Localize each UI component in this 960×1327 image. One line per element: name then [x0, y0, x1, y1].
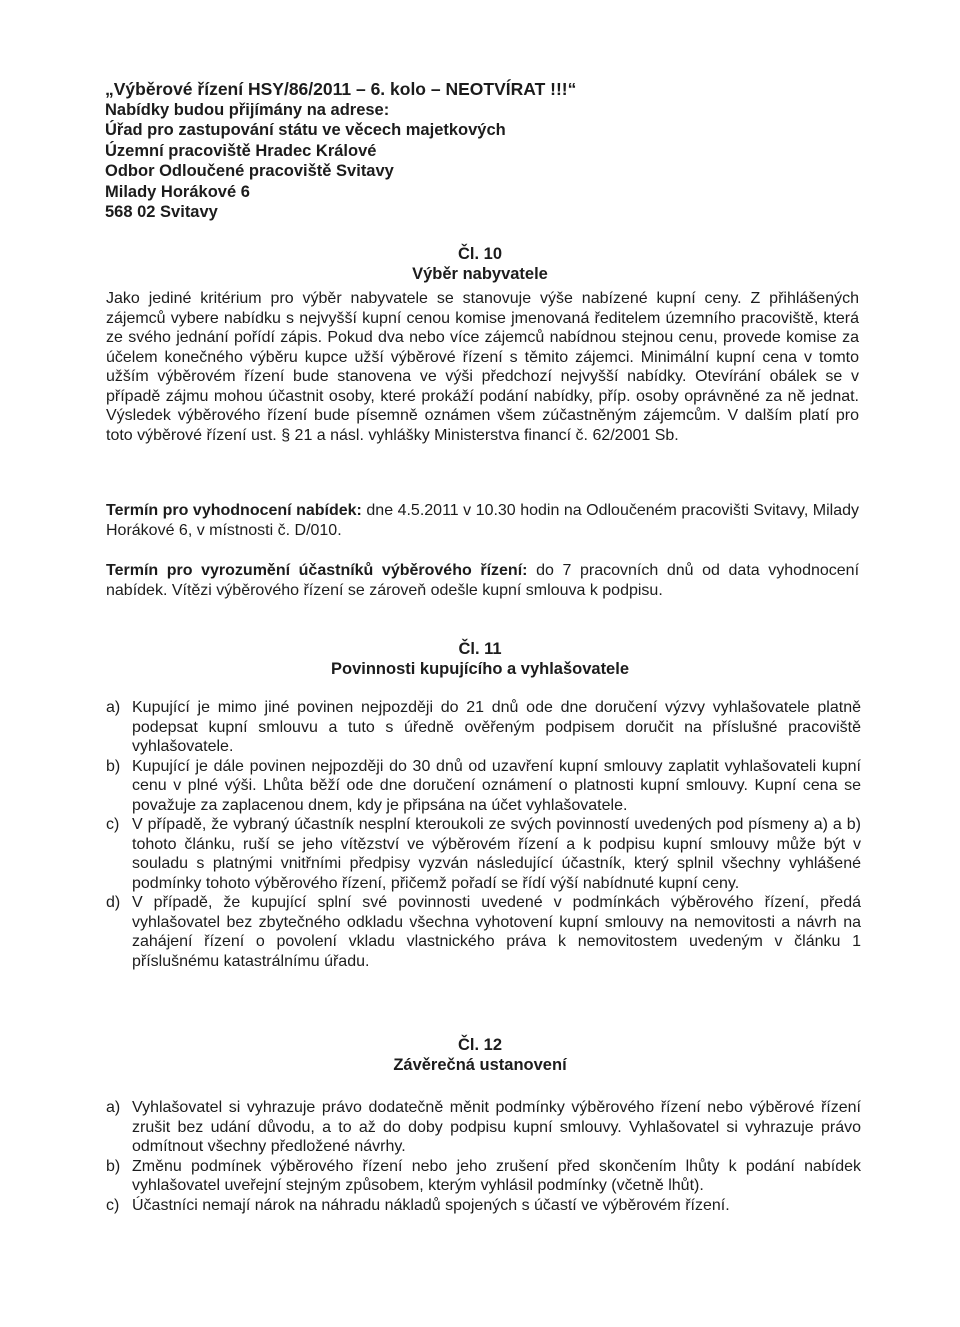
article-11-item-a	[106, 698, 861, 757]
envelope-address-block	[105, 79, 805, 223]
item-marker: d)	[106, 894, 121, 911]
article-11-number: Čl. 11	[458, 640, 502, 658]
article-12-number: Čl. 12	[457, 1036, 503, 1054]
article-10-title: Výběr nabyvatele	[412, 265, 548, 283]
office-name: Úřad pro zastupování státu ve věcech majetkových	[105, 121, 506, 139]
item-marker: c)	[106, 1196, 120, 1214]
article-11-item-b	[106, 757, 861, 816]
notification-deadline-paragraph	[106, 561, 859, 600]
item-text: V případě, že kupující splní své povinnosti uvedené v podmínkách výběrového řízení, předá vyhlašovatel bez zbytečného odkladu všechna vyhotovení kupní smlouvy na nemovitosti a návrh na zahájení řízení o povolení vkladu vlastnického práva k nemovitostem uvedeným v článku 1 příslušnému katastrálnímu úřadu.	[132, 894, 861, 970]
notification-deadline-label: Termín pro vyrozumění účastníků výběrového řízení:	[106, 562, 528, 579]
item-marker: a)	[106, 699, 121, 716]
item-text: V případě, že vybraný účastník nesplní kteroukoli ze svých povinností uvedených pod písmeny a) a b) tohoto článku, ruší se jeho vítězství ve výběrovém řízení a k podpisu kupní smlouvy může být v souladu s platnými vnitřními předpisy vyzván následující účastník, který splnil všechny vyhlášené podmínky tohoto výběrového řízení, přičemž pořadí se řídí výší nabídnuté kupní ceny.	[132, 816, 861, 892]
item-text: Změnu podmínek výběrového řízení nebo jeho zrušení před skončením lhůty k podání nabídek vyhlašovatel uveřejní stejným způsobem, kterým vyhlásil podmínky (včetně lhůt).	[132, 1157, 861, 1194]
item-text: Účastníci nemají nárok na náhradu nákladů spojených s účastí ve výběrovém řízení.	[132, 1196, 730, 1214]
article-11-list	[106, 698, 861, 971]
regional-office: Územní pracoviště Hradec Králové	[105, 141, 377, 160]
tender-title: „Výběrové řízení HSY/86/2011 – 6. kolo – NEOTVÍRAT !!!“	[105, 79, 577, 99]
article-12-title: Závěrečná ustanovení	[393, 1056, 567, 1074]
article-12-item-c	[106, 1196, 861, 1216]
article-12-heading	[0, 1035, 960, 1075]
article-12-item-b	[106, 1157, 861, 1196]
item-marker: a)	[106, 1099, 121, 1116]
article-12-list	[106, 1098, 861, 1215]
article-11-title: Povinnosti kupujícího a vyhlašovatele	[331, 660, 629, 678]
article-11-heading	[0, 639, 960, 679]
notification-deadline-text: do 7 pracovních dnů od data vyhodnocení nabídek. Vítězi výběrového řízení se zároveň odešle kupní smlouva k podpisu.	[106, 562, 860, 599]
postal-code-city: 568 02 Svitavy	[105, 203, 218, 221]
evaluation-deadline-text: dne 4.5.2011 v 10.30 hodin na Odloučeném pracovišti Svitavy, Milady Horákové 6, v místnosti č. D/010.	[106, 502, 859, 539]
evaluation-deadline-paragraph	[106, 501, 859, 540]
item-text: Kupující je dále povinen nejpozději do 30 dnů od uzavření kupní smlouvy zaplatit vyhlašovateli kupní cenu v plné výši. Lhůta běží ode dne doručení oznámení o platnosti kupní smlouvy. Kupní cena se považuje za zaplacenou dnem, kdy je připsána na účet vyhlašovatele.	[132, 757, 861, 814]
evaluation-deadline-label: Termín pro vyhodnocení nabídek:	[106, 502, 362, 519]
article-10-number: Čl. 10	[457, 245, 503, 263]
article-10-text: Jako jediné kritérium pro výběr nabyvatele se stanovuje výše nabízené kupní ceny. Z přihlášených zájemců vybere nabídku s nejvyšší kupní cenou komise jmenovaná ředitelem územního pracoviště, která ze svého jednání pořídí zápis. Pokud dva nebo více zájemců nabídnou stejnou cenu, provede komise za účelem konečného výběru kupce užší výběrové řízení s těmito zájemci. Minimální kupní cena v tomto užším výběrovém řízení bude stanovena ve výši předchozí nejvyšší nabídky. Otevírání obálek se v případě zájmu mohou účastnit osoby, které prokáží podání nabídky, příp. osoby oprávněné za ně jednat. Výsledek výběrového řízení bude písemně oznámen všem zúčastněným zájemcům. V dalším platí pro toto výběrové řízení ust. § 21 a násl. vyhlášky Ministerstva financí č. 62/2001 Sb.	[106, 290, 859, 444]
article-11-item-c	[106, 815, 861, 893]
article-11-item-d	[106, 893, 861, 971]
article-10-heading	[0, 244, 960, 284]
item-text: Vyhlašovatel si vyhrazuje právo dodatečně měnit podmínky výběrového řízení nebo výběrové řízení zrušit bez udání důvodu, a to až do doby podpisu kupní smlouvy. Vyhlašovatel si vyhrazuje právo odmítnout všechny předložené návrhy.	[132, 1099, 861, 1155]
item-marker: c)	[106, 816, 120, 833]
article-12-item-a	[106, 1098, 861, 1157]
street-address: Milady Horákové 6	[105, 182, 250, 201]
item-marker: b)	[106, 757, 121, 775]
item-marker: b)	[106, 1157, 121, 1175]
address-intro: Nabídky budou přijímány na adrese:	[105, 100, 390, 119]
detached-office: Odbor Odloučené pracoviště Svitavy	[105, 162, 394, 180]
item-text: Kupující je mimo jiné povinen nejpozději do 21 dnů ode dne doručení výzvy vyhlašovatele platně podepsat kupní smlouvu a tuto s úředně ověřeným podpisem doručit na příslušné pracoviště vyhlašovatele.	[132, 699, 861, 755]
